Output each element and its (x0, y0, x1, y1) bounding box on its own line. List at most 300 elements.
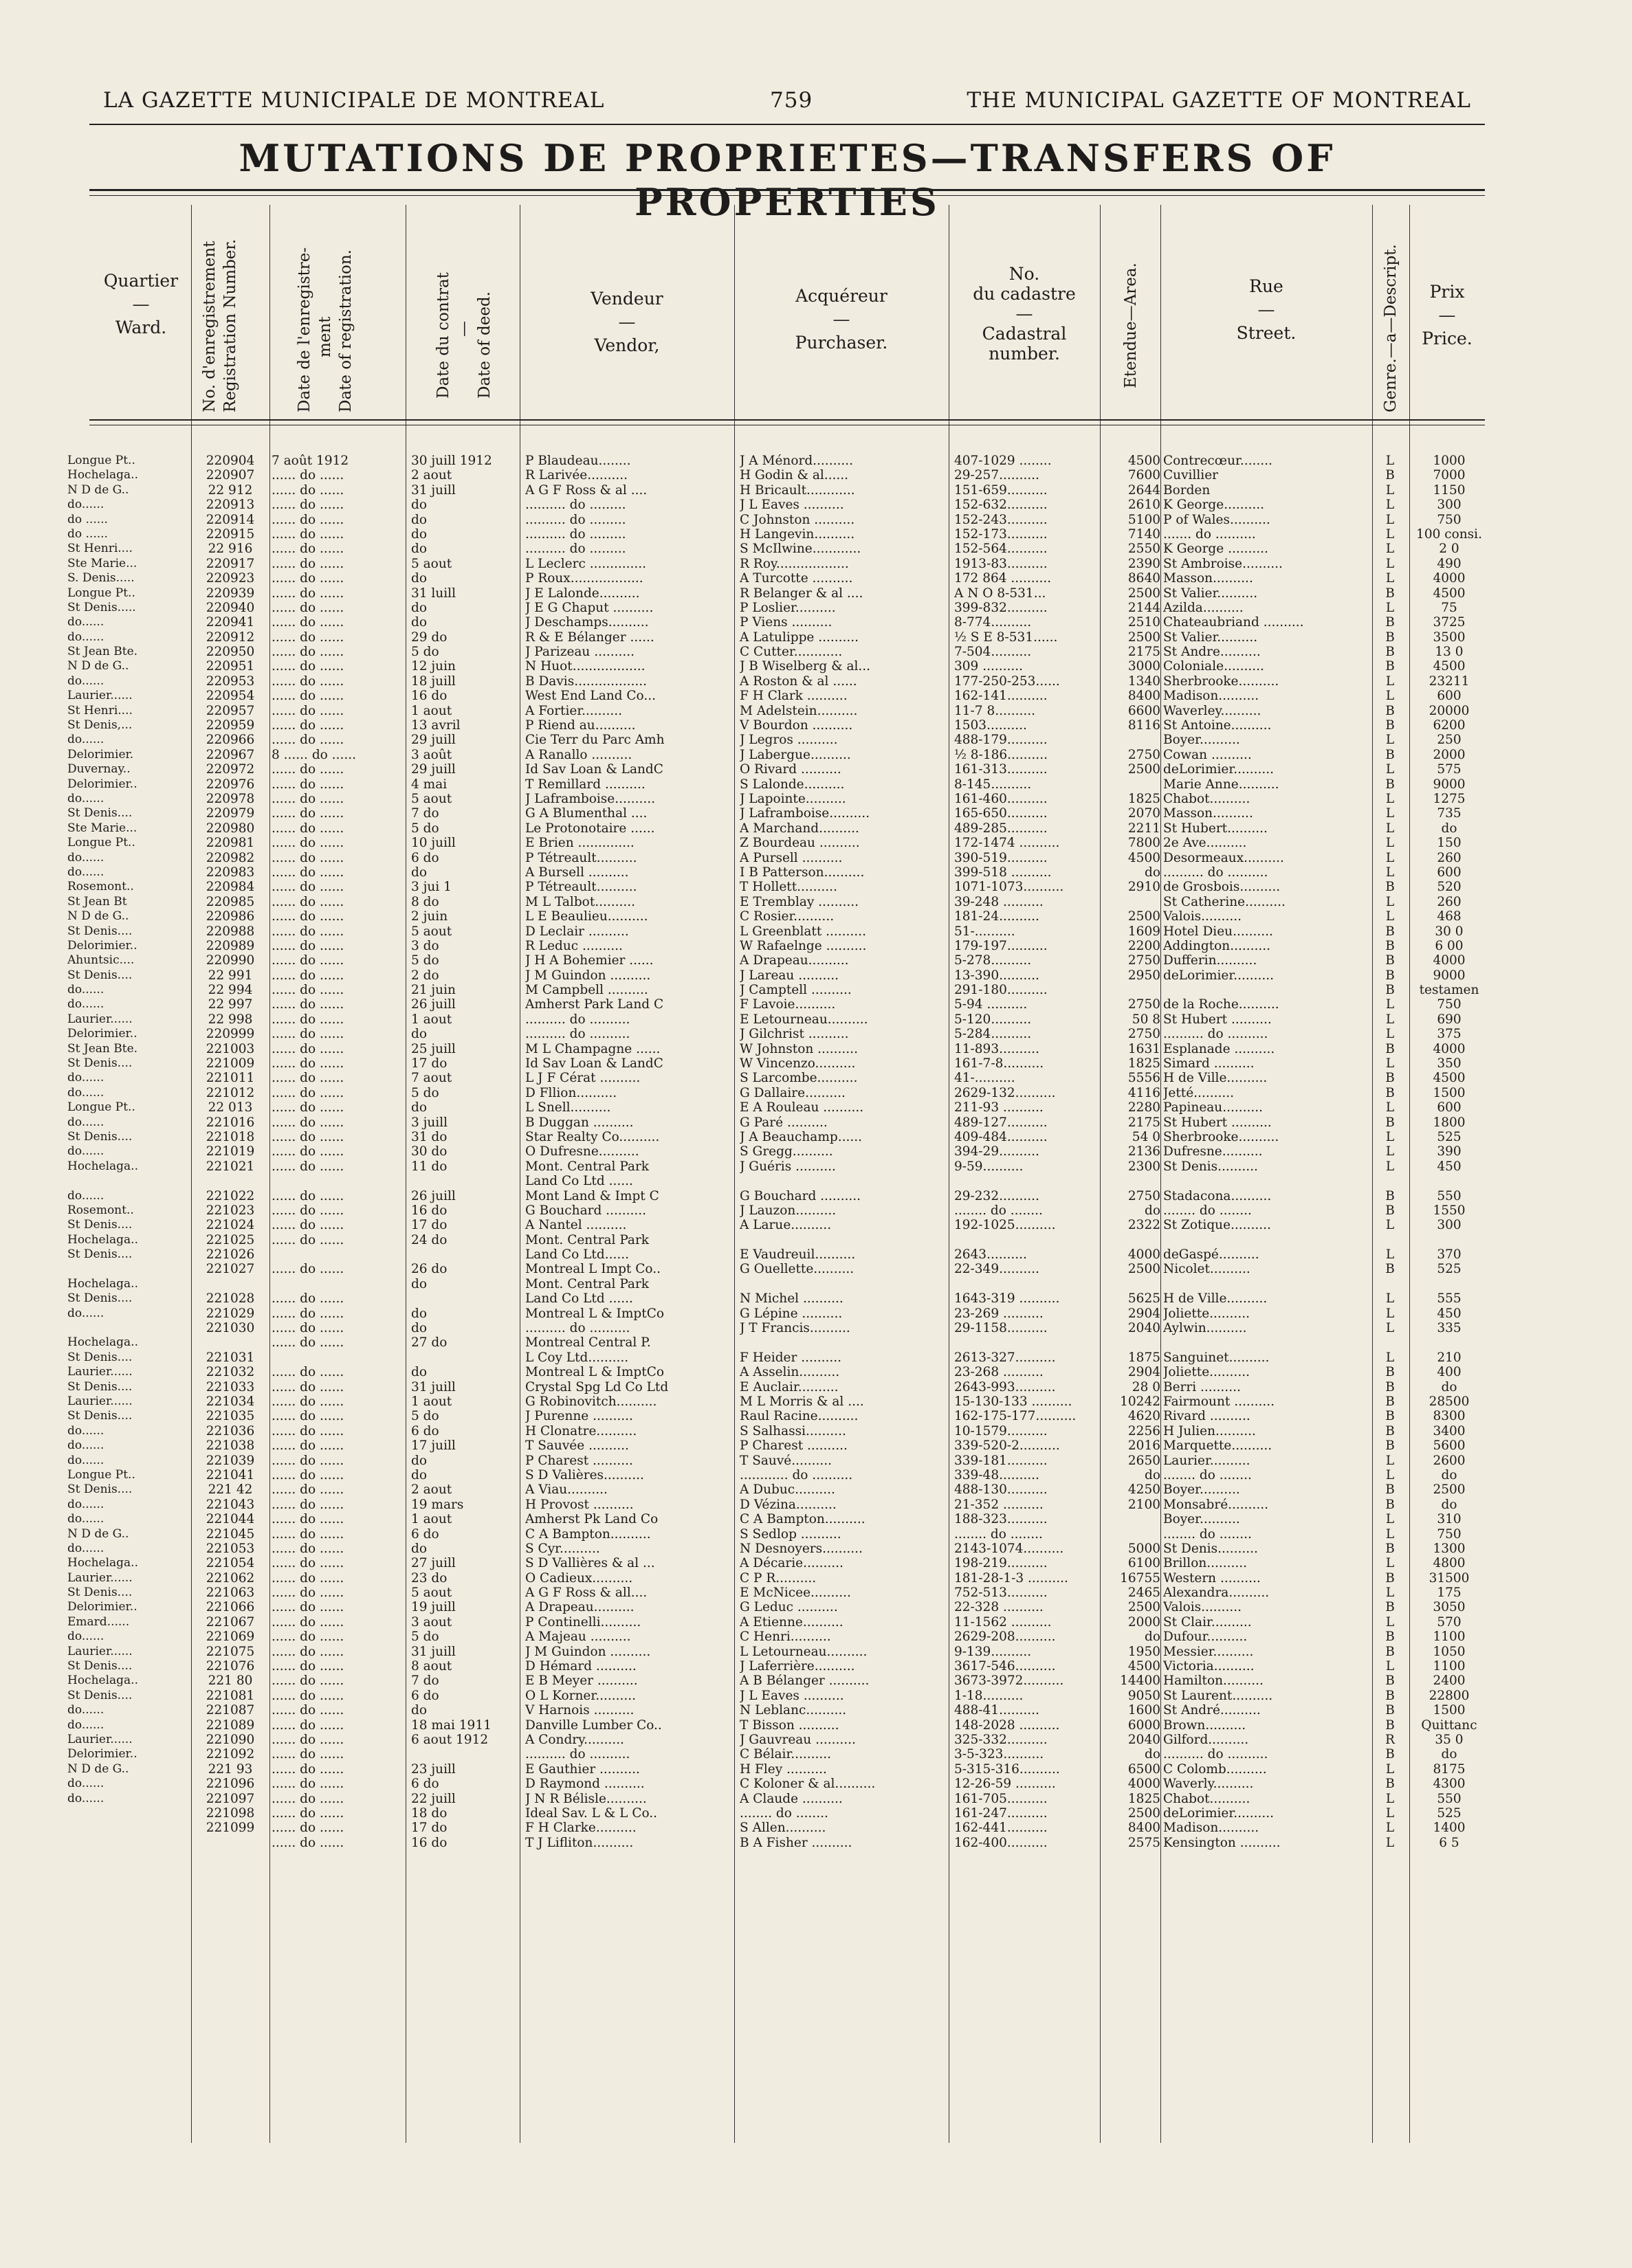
running-head (103, 88, 1471, 115)
registration-number-cell: 221021 (206, 1159, 255, 1174)
price-cell: 350 (1437, 1056, 1462, 1071)
registration-date-cell: ...... do ...... (272, 983, 344, 998)
ward-cell: do...... (67, 1541, 104, 1555)
deed-date-cell: 23 juill (411, 1761, 456, 1777)
vendor-cell: Star Realty Co.......... (525, 1129, 660, 1144)
purchaser-cell: N Leblanc.......... (740, 1703, 847, 1718)
genre-cell: L (1385, 997, 1395, 1012)
vendor-cell: J N R Bélisle.......... (525, 1791, 647, 1806)
price-cell: 4500 (1433, 586, 1466, 601)
registration-date-cell: ...... do ...... (272, 968, 344, 983)
table-row (0, 527, 1632, 542)
deed-date-cell: 5 aout (411, 924, 452, 939)
genre-cell: L (1385, 1659, 1395, 1674)
registration-number-cell: 221025 (206, 1232, 255, 1247)
purchaser-cell: Z Bourdeau .......... (740, 836, 860, 851)
cadastre-cell: 23-269 .......... (954, 1306, 1044, 1321)
ward-cell: Ste Marie... (67, 821, 137, 835)
vendor-cell: Montreal L & ImptCo (525, 1306, 664, 1321)
area-cell: 7800 (1127, 836, 1160, 851)
street-cell: St Zotique.......... (1163, 1218, 1271, 1233)
vendor-cell: N Huot.................. (525, 659, 646, 674)
ward-cell: S. Denis..... (67, 571, 135, 586)
street-cell: Papineau.......... (1163, 1100, 1264, 1115)
street-cell: .......... do .......... (1163, 865, 1268, 880)
table-row (0, 836, 1632, 850)
purchaser-cell: C P R.......... (740, 1570, 817, 1586)
header-registration-number: No. d'enregistrement Registration Number. (201, 238, 239, 412)
vendor-cell: H Provost .......... (525, 1497, 634, 1512)
registration-date-cell: ...... do ...... (272, 1159, 344, 1174)
genre-cell: L (1385, 1512, 1395, 1527)
ward-cell: St Jean Bte. (67, 645, 138, 659)
registration-number-cell: 221026 (206, 1247, 255, 1263)
area-cell: 2575 (1127, 1835, 1160, 1850)
cadastre-cell: 2629-132.......... (954, 1085, 1056, 1100)
registration-number-cell: 221022 (206, 1188, 255, 1203)
deed-date-cell: do (411, 498, 427, 513)
vendor-cell: D Hémard .......... (525, 1659, 637, 1674)
cadastre-cell: 5-278.......... (954, 953, 1032, 968)
price-cell: 2600 (1433, 1453, 1466, 1468)
ward-cell: Longue Pt.. (67, 1467, 135, 1482)
street-cell: Jetté.......... (1163, 1085, 1234, 1100)
deed-date-cell: do (411, 1467, 427, 1482)
purchaser-cell: T Hollett.......... (740, 880, 837, 895)
ward-cell: Hochelaga.. (67, 1159, 138, 1173)
table-row (0, 1144, 1632, 1159)
header-left: LA GAZETTE MUNICIPALE DE MONTREAL (103, 88, 605, 113)
cadastre-cell: 489-285.......... (954, 821, 1048, 836)
cadastre-cell: 161-247.......... (954, 1805, 1048, 1821)
purchaser-cell: G Ouellette.......... (740, 1262, 854, 1277)
ward-cell: N D de G.. (67, 909, 129, 924)
price-cell: 6200 (1433, 718, 1466, 733)
ward-cell: Laurier...... (67, 689, 133, 703)
area-cell: 2040 (1127, 1732, 1160, 1747)
purchaser-cell: J Lapointe.......... (740, 791, 846, 806)
area-cell: 2750 (1127, 1027, 1160, 1042)
area-cell: 2500 (1127, 586, 1160, 601)
deed-date-cell: 5 do (411, 1630, 439, 1645)
cadastre-cell: 172 864 .......... (954, 571, 1052, 586)
price-cell: 35 0 (1435, 1732, 1464, 1747)
purchaser-cell: S Larcombe.......... (740, 1071, 858, 1086)
registration-number-cell: 221029 (206, 1306, 255, 1321)
cadastre-cell: 161-7-8.......... (954, 1056, 1044, 1071)
title-rule-thin (89, 195, 1485, 196)
registration-date-cell: ...... do ...... (272, 1732, 344, 1747)
registration-date-cell: ...... do ...... (272, 1644, 344, 1659)
genre-cell: B (1385, 983, 1395, 998)
cadastre-cell: 7-504.......... (954, 645, 1032, 660)
area-cell: 7600 (1127, 468, 1160, 483)
table-row (0, 1394, 1632, 1409)
registration-date-cell: 8 ...... do ...... (272, 747, 356, 762)
purchaser-cell: A Claude .......... (740, 1791, 843, 1806)
street-cell: Alexandra.......... (1163, 1586, 1270, 1601)
table-row (0, 1424, 1632, 1438)
table-row (0, 733, 1632, 747)
genre-cell: L (1385, 1129, 1395, 1144)
vendor-cell: G Robinovitch.......... (525, 1394, 657, 1409)
cadastre-cell: 291-180.......... (954, 983, 1048, 998)
street-cell: Desormeaux.......... (1163, 850, 1284, 865)
vendor-cell: A Ranallo .......... (525, 747, 632, 762)
street-cell: Madison.......... (1163, 689, 1259, 704)
title-rule (89, 189, 1485, 191)
registration-date-cell: ...... do ...... (272, 1365, 344, 1380)
cadastre-cell: 161-460.......... (954, 791, 1048, 806)
cadastre-cell: 152-243.......... (954, 512, 1048, 527)
cadastre-cell: 488-179.......... (954, 733, 1048, 748)
genre-cell: B (1385, 615, 1395, 630)
price-cell: do (1441, 1747, 1457, 1762)
cadastre-cell: 29-1158.......... (954, 1321, 1048, 1336)
vendor-cell: Le Protonotaire ...... (525, 821, 655, 836)
cadastre-cell: 488-41.......... (954, 1703, 1039, 1718)
deed-date-cell: 6 do (411, 850, 439, 865)
ward-cell: do...... (67, 1438, 104, 1453)
ward-cell: St Henri.... (67, 542, 133, 556)
genre-cell: B (1385, 630, 1395, 645)
vendor-cell: E Gauthier .......... (525, 1761, 640, 1777)
registration-number-cell: 221031 (206, 1350, 255, 1365)
price-cell: 6 00 (1435, 938, 1464, 953)
registration-number-cell: 220972 (206, 762, 255, 777)
registration-number-cell: 221019 (206, 1144, 255, 1159)
registration-date-cell: ...... do ...... (272, 542, 344, 557)
registration-date-cell: ...... do ...... (272, 865, 344, 880)
deed-date-cell: 6 do (411, 1526, 439, 1542)
deed-date-cell: 2 do (411, 968, 439, 983)
registration-number-cell: 220940 (206, 600, 255, 615)
registration-number-cell: 220988 (206, 924, 255, 939)
area-cell: 6500 (1127, 1761, 1160, 1777)
deed-date-cell: do (411, 526, 427, 542)
street-cell: Chateaubriand .......... (1163, 615, 1304, 630)
area-cell: 4250 (1127, 1482, 1160, 1498)
genre-cell: L (1385, 454, 1395, 468)
street-cell: Boyer.......... (1163, 1512, 1240, 1527)
purchaser-cell: J L Eaves .......... (740, 1688, 844, 1703)
street-cell: Victoria.......... (1163, 1659, 1255, 1674)
vendor-cell: A Bursell .......... (525, 865, 629, 880)
purchaser-cell: B A Fisher .......... (740, 1835, 852, 1850)
street-cell: Laurier.......... (1163, 1453, 1250, 1468)
price-cell: 2000 (1433, 747, 1466, 762)
price-cell: do (1441, 821, 1457, 836)
price-cell: 13 0 (1435, 645, 1464, 660)
registration-number-cell: 220915 (206, 526, 255, 542)
registration-number-cell: 221035 (206, 1409, 255, 1424)
area-cell: 3000 (1127, 659, 1160, 674)
registration-number-cell: 220983 (206, 865, 255, 880)
deed-date-cell: 10 juill (411, 836, 456, 851)
vendor-cell: Land Co Ltd...... (525, 1247, 629, 1263)
purchaser-cell: E Letourneau.......... (740, 1012, 868, 1027)
price-cell: 1000 (1433, 454, 1466, 468)
table-row (0, 983, 1632, 997)
registration-date-cell: ...... do ...... (272, 482, 344, 498)
registration-number-cell: 220979 (206, 806, 255, 821)
genre-cell: L (1385, 1306, 1395, 1321)
genre-cell: L (1385, 1805, 1395, 1821)
purchaser-cell: J Camptell .......... (740, 983, 852, 998)
ward-cell: N D de G.. (67, 1761, 129, 1776)
deed-date-cell: 31 luill (411, 586, 456, 601)
registration-date-cell: ...... do ...... (272, 880, 344, 895)
area-cell: 2500 (1127, 1805, 1160, 1821)
vendor-cell: B Duggan .......... (525, 1115, 634, 1130)
registration-date-cell: ...... do ...... (272, 1688, 344, 1703)
vendor-cell: V Harnois .......... (525, 1703, 635, 1718)
street-cell: Fairmount .......... (1163, 1394, 1275, 1409)
vendor-cell: Crystal Spg Ld Co Ltd (525, 1379, 669, 1394)
street-cell: Sanguinet.......... (1163, 1350, 1270, 1365)
genre-cell: L (1385, 1100, 1395, 1115)
purchaser-cell: J Laferrière.......... (740, 1659, 855, 1674)
cadastre-cell: 2643-993.......... (954, 1379, 1056, 1394)
table-row (0, 1703, 1632, 1717)
registration-date-cell: ...... do ...... (272, 615, 344, 630)
registration-date-cell: ...... do ...... (272, 1482, 344, 1498)
genre-cell: B (1385, 1644, 1395, 1659)
cadastre-cell: 9-139.......... (954, 1644, 1032, 1659)
purchaser-cell: O Rivard .......... (740, 762, 841, 777)
deed-date-cell: 3 jui 1 (411, 880, 452, 895)
registration-number-cell: 221053 (206, 1541, 255, 1556)
genre-cell: L (1385, 909, 1395, 924)
cadastre-cell: 152-564.......... (954, 542, 1048, 557)
registration-number-cell: 22 013 (208, 1100, 253, 1115)
ward-cell: St Henri.... (67, 703, 133, 718)
price-cell: 555 (1437, 1291, 1462, 1307)
area-cell: 5100 (1127, 512, 1160, 527)
cadastre-cell: 3617-546.......... (954, 1659, 1056, 1674)
cadastre-cell: 162-141.......... (954, 689, 1048, 704)
cadastre-cell: 152-632.......... (954, 498, 1048, 513)
area-cell: 2100 (1127, 1497, 1160, 1512)
purchaser-cell: R Roy.................. (740, 556, 849, 571)
cadastre-cell: 339-181.......... (954, 1453, 1048, 1468)
deed-date-cell: 19 mars (411, 1497, 464, 1512)
vendor-cell: P Continelli.......... (525, 1614, 641, 1630)
genre-cell: B (1385, 1409, 1395, 1424)
price-cell: 150 (1437, 836, 1462, 851)
purchaser-cell: A Etienne.......... (740, 1614, 843, 1630)
table-row (0, 851, 1632, 865)
street-cell: Brown.......... (1163, 1717, 1246, 1733)
registration-number-cell: 221098 (206, 1805, 255, 1821)
price-cell: 30 0 (1435, 924, 1464, 939)
vendor-cell: S D Valières.......... (525, 1467, 644, 1482)
genre-cell: L (1385, 1614, 1395, 1630)
registration-number-cell: 220913 (206, 498, 255, 513)
cadastre-cell: 5-120.......... (954, 1012, 1032, 1027)
header-purchaser: Acquéreur — Purchaser. (795, 286, 888, 353)
street-cell: K George.......... (1163, 498, 1265, 513)
registration-number-cell: 22 916 (208, 542, 253, 557)
table-row (0, 924, 1632, 939)
deed-date-cell: do (411, 1100, 427, 1115)
genre-cell: L (1385, 806, 1395, 821)
deed-date-cell: do (411, 542, 427, 557)
purchaser-cell: S Salhassi.......... (740, 1423, 846, 1438)
registration-date-cell: ...... do ...... (272, 1071, 344, 1086)
registration-date-cell: ...... do ...... (272, 1438, 344, 1454)
price-cell: Quittanc (1421, 1717, 1477, 1733)
cadastre-cell: 1-18.......... (954, 1688, 1024, 1703)
price-cell: 490 (1437, 556, 1462, 571)
ward-cell: do...... (67, 1085, 104, 1100)
deed-date-cell: 3 juill (411, 1115, 448, 1130)
registration-number-cell: 221075 (206, 1644, 255, 1659)
registration-number-cell: 220986 (206, 909, 255, 924)
street-cell: Cuvillier (1163, 468, 1218, 483)
area-cell: 2500 (1127, 1600, 1160, 1615)
ward-cell: Hochelaga.. (67, 1335, 138, 1350)
cadastre-cell: ........ do ........ (954, 1203, 1043, 1218)
purchaser-cell: S Lalonde.......... (740, 777, 845, 792)
table-row (0, 1071, 1632, 1085)
deed-date-cell: 5 aout (411, 791, 452, 806)
registration-date-cell: ...... do ...... (272, 1115, 344, 1130)
genre-cell: B (1385, 718, 1395, 733)
area-cell: 1631 (1127, 1041, 1160, 1056)
price-cell: 1100 (1433, 1630, 1466, 1645)
deed-date-cell: 2 aout (411, 468, 452, 483)
vendor-cell: J Parizeau .......... (525, 645, 635, 660)
genre-cell: L (1385, 526, 1395, 542)
ward-cell: do...... (67, 1717, 104, 1732)
registration-number-cell: 221090 (206, 1732, 255, 1747)
deed-date-cell: 1 aout (411, 1512, 452, 1527)
area-cell: 16755 (1120, 1570, 1160, 1586)
price-cell: 1500 (1433, 1703, 1466, 1718)
purchaser-cell: W Johnston .......... (740, 1041, 858, 1056)
ward-cell: St Denis.... (67, 1056, 133, 1071)
price-cell: 525 (1437, 1805, 1462, 1821)
ward-cell: St Denis.... (67, 806, 133, 821)
vendor-cell: L E Beaulieu.......... (525, 909, 648, 924)
vendor-cell: M L Talbot.......... (525, 894, 636, 909)
deed-date-cell: 21 juin (411, 983, 456, 998)
purchaser-cell: S Sedlop .......... (740, 1526, 841, 1542)
deed-date-cell: do (411, 512, 427, 527)
genre-cell: B (1385, 1541, 1395, 1556)
registration-number-cell: 220966 (206, 733, 255, 748)
table-row (0, 1689, 1632, 1703)
street-cell: Masson.......... (1163, 571, 1253, 586)
vendor-cell: Mont. Central Park (525, 1232, 650, 1247)
area-cell: 4500 (1127, 850, 1160, 865)
genre-cell: B (1385, 468, 1395, 483)
price-cell: 2400 (1433, 1674, 1466, 1689)
deed-date-cell: 5 do (411, 953, 439, 968)
street-cell: Valois.......... (1163, 1600, 1242, 1615)
deed-date-cell: 6 do (411, 1423, 439, 1438)
vendor-cell: R & E Bélanger ...... (525, 630, 654, 645)
vendor-cell: P Charest .......... (525, 1453, 633, 1468)
deed-date-cell: 31 juill (411, 482, 456, 498)
vendor-cell: E Brien .............. (525, 836, 635, 851)
table-row (0, 997, 1632, 1012)
genre-cell: B (1385, 777, 1395, 792)
ward-cell: do...... (67, 1306, 104, 1320)
deed-date-cell: 17 juill (411, 1438, 456, 1454)
genre-cell: B (1385, 1041, 1395, 1056)
cadastre-cell: 3-5-323.......... (954, 1747, 1044, 1762)
table-row (0, 454, 1632, 468)
area-cell: 7140 (1127, 526, 1160, 542)
vendor-cell: Mont Land & Impt C (525, 1188, 659, 1203)
purchaser-cell: I B Patterson.......... (740, 865, 865, 880)
table-row (0, 968, 1632, 983)
registration-date-cell: ...... do ...... (272, 1659, 344, 1674)
header-registration-date: Date de l'enregistre- ment Date of registration. (296, 247, 355, 412)
table-row (0, 1571, 1632, 1586)
cadastre-cell: 339-48.......... (954, 1467, 1039, 1482)
registration-number-cell: 221003 (206, 1041, 255, 1056)
genre-cell: B (1385, 1085, 1395, 1100)
vendor-cell: A G F Ross & al .... (525, 482, 648, 498)
price-cell: 1550 (1433, 1203, 1466, 1218)
deed-date-cell: 5 aout (411, 1586, 452, 1601)
purchaser-cell: A Pursell .......... (740, 850, 843, 865)
registration-date-cell: ...... do ...... (272, 909, 344, 924)
street-cell: St Hubert.......... (1163, 821, 1268, 836)
deed-date-cell: 17 do (411, 1218, 448, 1233)
purchaser-cell: H Godin & al...... (740, 468, 849, 483)
genre-cell: B (1385, 1262, 1395, 1277)
ward-cell: Longue Pt.. (67, 454, 135, 467)
table-row (0, 513, 1632, 527)
registration-date-cell: ...... do ...... (272, 1586, 344, 1601)
street-cell: Western .......... (1163, 1570, 1261, 1586)
area-cell: 6100 (1127, 1556, 1160, 1571)
ward-cell: do...... (67, 630, 104, 644)
cadastre-cell: 5-284.......... (954, 1027, 1032, 1042)
registration-date-cell: 7 août 1912 (272, 454, 349, 468)
ward-cell: do...... (67, 1423, 104, 1438)
ward-cell: St Denis.... (67, 1586, 133, 1600)
street-cell: deLorimier.......... (1163, 1805, 1274, 1821)
street-cell: St Hubert .......... (1163, 1115, 1272, 1130)
genre-cell: B (1385, 586, 1395, 601)
ward-cell: Rosemont.. (67, 880, 134, 894)
price-cell: 4000 (1433, 571, 1466, 586)
registration-number-cell: 221054 (206, 1556, 255, 1571)
ward-cell: St Denis.... (67, 1218, 133, 1232)
cadastre-cell: 339-520-2.......... (954, 1438, 1060, 1454)
vendor-cell: .......... do ......... (525, 498, 626, 513)
vendor-cell: L J F Cérat .......... (525, 1071, 641, 1086)
vendor-cell: L Snell.......... (525, 1100, 611, 1115)
price-cell: 22800 (1429, 1688, 1470, 1703)
ward-cell: St Denis,... (67, 718, 133, 733)
street-cell: P of Wales.......... (1163, 512, 1270, 527)
cadastre-cell: 489-127.......... (954, 1115, 1048, 1130)
ward-cell: St Denis.... (67, 1688, 133, 1702)
purchaser-cell: H Fley .......... (740, 1761, 827, 1777)
street-cell: Chabot.......... (1163, 1791, 1250, 1806)
street-cell: Esplanade .......... (1163, 1041, 1275, 1056)
table-row (0, 1365, 1632, 1379)
price-cell: 3050 (1433, 1600, 1466, 1615)
area-cell: 2750 (1127, 747, 1160, 762)
genre-cell: B (1385, 880, 1395, 895)
